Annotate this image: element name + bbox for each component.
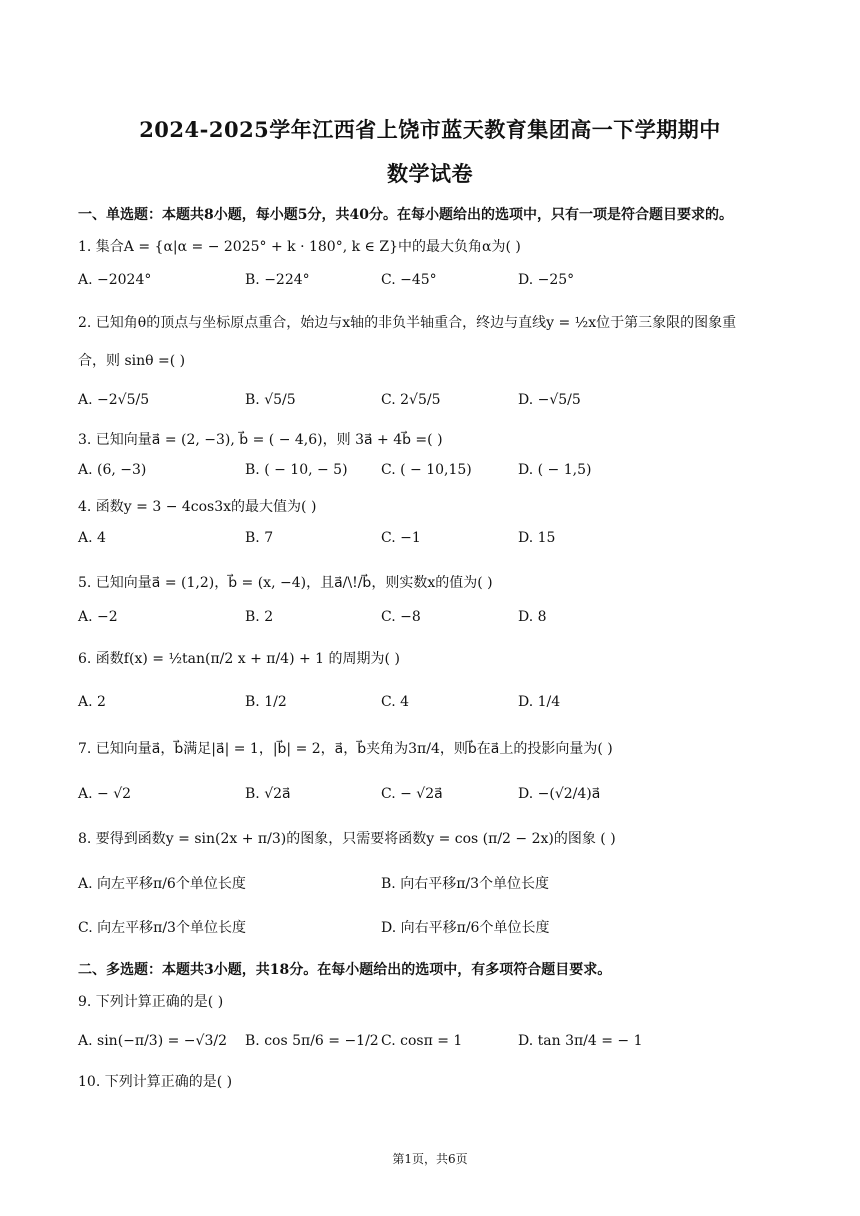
question-1-option-c: C. −45°	[381, 272, 437, 288]
question-4-option-a: A. 4	[78, 530, 106, 546]
question-2-option-b: B. √5/5	[245, 392, 296, 408]
question-6-option-d: D. 1/4	[518, 694, 561, 710]
question-2-option-a: A. −2√5/5	[78, 392, 150, 408]
question-2-stem: 2. 已知角θ的顶点与坐标原点重合，始边与x轴的非负半轴重合，终边与直线y = ½x位于第三象限的图象重	[78, 315, 737, 331]
question-7-option-d: D. −(√2/4)a⃗	[518, 786, 601, 802]
question-6-stem: 6. 函数f(x) = ½tan(π/2 x + π/4) + 1 的周期为( )	[78, 651, 400, 667]
question-8-option-c: C. 向左平移π/3个单位长度	[78, 920, 246, 936]
question-7-option-b: B. √2a⃗	[245, 786, 291, 802]
question-9-option-b: B. cos 5π/6 = −1/2	[245, 1033, 379, 1049]
page-title: 2024-2025学年江西省上饶市蓝天教育集团高一下学期期中	[139, 117, 721, 142]
question-1-option-b: B. −224°	[245, 272, 310, 288]
question-8-option-d: D. 向右平移π/6个单位长度	[381, 920, 550, 936]
question-9-option-c: C. cosπ = 1	[381, 1033, 463, 1049]
question-10-stem: 10. 下列计算正确的是( )	[78, 1074, 233, 1090]
question-3-option-c: C. ( − 10,15)	[381, 462, 472, 478]
question-3-option-d: D. ( − 1,5)	[518, 462, 592, 478]
question-1-option-d: D. −25°	[518, 272, 575, 288]
section-heading-single-choice: 一、单选题：本题共8小题，每小题5分，共40分。在每小题给出的选项中，只有一项是符合题目要求的。	[78, 207, 733, 223]
question-3-option-b: B. ( − 10, − 5)	[245, 462, 348, 478]
question-4-option-b: B. 7	[245, 530, 274, 546]
question-4-stem: 4. 函数y = 3 − 4cos3x的最大值为( )	[78, 499, 317, 515]
question-9-option-d: D. tan 3π/4 = − 1	[518, 1033, 643, 1049]
question-3-option-a: A. (6, −3)	[78, 462, 147, 478]
question-1-stem: 1. 集合A = {α|α = − 2025° + k · 180°, k ∈ Z}中的最大负角α为( )	[78, 239, 521, 255]
question-5-option-d: D. 8	[518, 609, 547, 625]
question-6-option-b: B. 1/2	[245, 694, 287, 710]
question-7-option-c: C. − √2a⃗	[381, 786, 443, 802]
question-8-option-b: B. 向右平移π/3个单位长度	[381, 876, 550, 892]
question-7-option-a: A. − √2	[78, 786, 132, 802]
question-9-option-a: A. sin(−π/3) = −√3/2	[78, 1033, 227, 1049]
question-9-stem: 9. 下列计算正确的是( )	[78, 994, 224, 1010]
question-6-option-c: C. 4	[381, 694, 410, 710]
question-6-option-a: A. 2	[78, 694, 106, 710]
question-2-option-d: D. −√5/5	[518, 392, 581, 408]
question-4-option-c: C. −1	[381, 530, 421, 546]
question-5-option-b: B. 2	[245, 609, 274, 625]
question-8-option-a: A. 向左平移π/6个单位长度	[78, 876, 246, 892]
question-8-stem: 8. 要得到函数y = sin(2x + π/3)的图象，只需要将函数y = cos (π/2 − 2x)的图象 ( )	[78, 831, 616, 847]
question-4-option-d: D. 15	[518, 530, 556, 546]
page-footer: 第1页，共6页	[392, 1152, 468, 1166]
question-5-option-c: C. −8	[381, 609, 421, 625]
question-3-stem: 3. 已知向量a⃗ = (2, −3), b⃗ = ( − 4,6)，则 3a⃗ + 4b⃗ =( )	[78, 432, 443, 448]
section-heading-multiple-choice: 二、多选题：本题共3小题，共18分。在每小题给出的选项中，有多项符合题目要求。	[78, 962, 612, 978]
question-2-option-c: C. 2√5/5	[381, 392, 441, 408]
question-1-option-a: A. −2024°	[78, 272, 152, 288]
page-subtitle: 数学试卷	[387, 161, 473, 186]
question-2-stem-continued: 合，则 sinθ =( )	[78, 353, 186, 369]
question-5-option-a: A. −2	[78, 609, 118, 625]
question-7-stem: 7. 已知向量a⃗，b⃗满足|a⃗| = 1，|b⃗| = 2，a⃗，b⃗夹角为3π/4，则b⃗在a⃗上的投影向量为( )	[78, 741, 613, 757]
question-5-stem: 5. 已知向量a⃗ = (1,2)，b⃗ = (x, −4)，且a⃗/\!/b⃗，则实数x的值为( )	[78, 575, 493, 591]
